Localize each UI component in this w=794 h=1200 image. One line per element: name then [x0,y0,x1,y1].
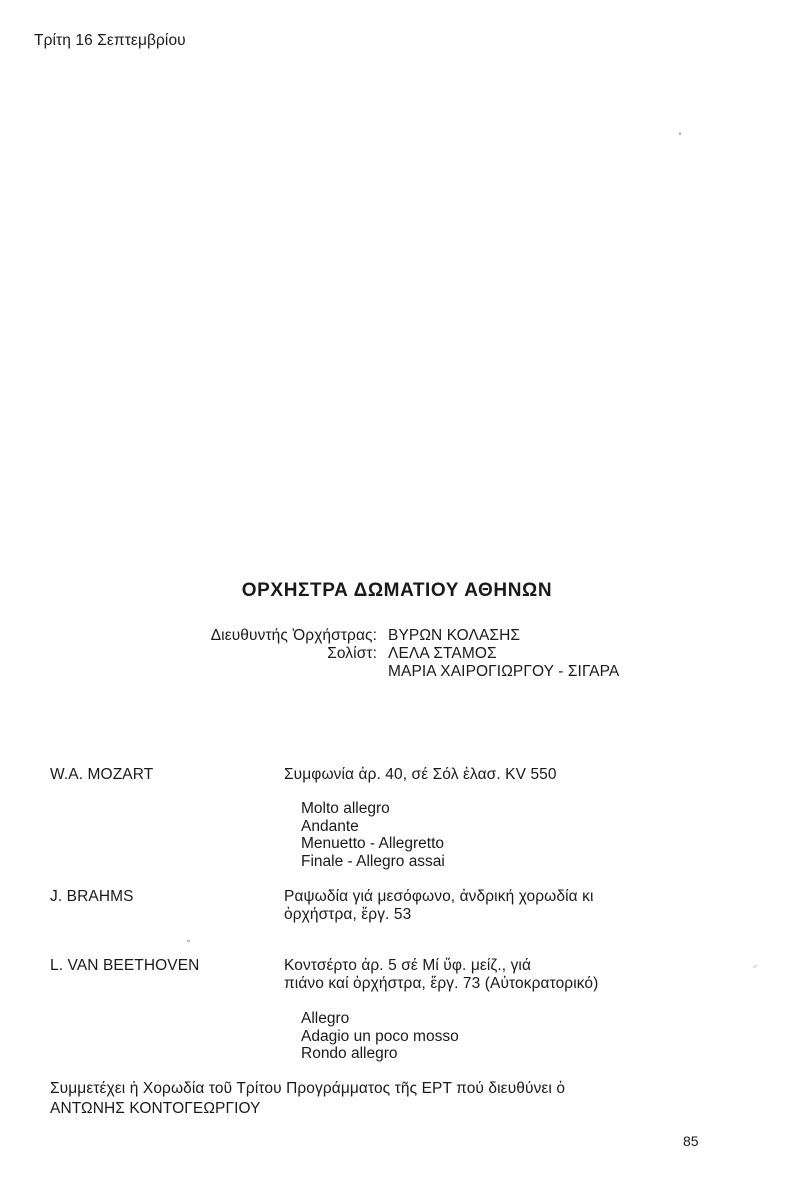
movement-item: Allegro [301,1010,350,1027]
movement-item: Rondo allegro [301,1045,398,1063]
choir-note-line: ΑΝΤΩΝΗΣ ΚΟΝΤΟΓΕΩΡΓΙΟΥ [50,1100,261,1117]
movement-list [301,800,445,870]
movement-item: Menuetto - Allegretto [301,835,445,853]
composer-name: J. BRAHMS [50,888,134,905]
movement-item: Molto allegro [301,800,390,817]
scan-speck [679,132,681,135]
credit-name-soloist-1: ΛΕΛΑ ΣΤΑΜΟΣ [388,645,497,662]
page-number: 85 [683,1133,699,1149]
choir-note [50,1079,565,1119]
work-title-continued: πιάνο καί ὀρχήστρα, ἔργ. 73 (Αὐτοκρατορικό) [284,975,599,992]
scan-speck [753,965,757,968]
work-title: Ραψωδία γιά μεσόφωνο, ἀνδρική χορωδία κι [284,888,594,905]
credit-name-conductor: ΒΥΡΩΝ ΚΟΛΑΣΗΣ [388,627,521,644]
movement-list [301,1010,459,1063]
movement-item: Adagio un poco mosso [301,1027,459,1045]
composer-name: W.A. MOZART [50,766,154,783]
movement-item: Andante [301,817,359,835]
page-date-header: Τρίτη 16 Σεπτεμβρίου [34,32,186,49]
work-title: Κοντσέρτο ἀρ. 5 σέ Μί ὕφ. μείζ., γιά [284,957,532,974]
work-title: Συμφωνία ἀρ. 40, σέ Σόλ ἐλασ. KV 550 [284,766,557,783]
choir-note-line: Συμμετέχει ἡ Χορωδία τοῦ Τρίτου Προγράμματος τῆς ΕΡΤ πού διευθύνει ὁ [50,1080,566,1097]
work-title-continued: ὀρχήστρα, ἔργ. 53 [284,906,412,923]
composer-name: L. VAN BEETHOVEN [50,957,200,974]
credit-name-soloist-2: ΜΑΡΙΑ ΧΑΙΡΟΓΙΩΡΓΟΥ - ΣΙΓΑΡΑ [388,663,620,680]
movement-item: Finale - Allegro assai [301,852,445,870]
credit-role-soloist: Σολίστ: [327,645,377,662]
credit-role-conductor: Διευθυντής Ὀρχήστρας: [210,627,377,644]
scan-speck [187,940,190,942]
concert-title: ΟΡΧΗΣΤΡΑ ΔΩΜΑΤΙΟΥ ΑΘΗΝΩΝ [241,580,553,601]
